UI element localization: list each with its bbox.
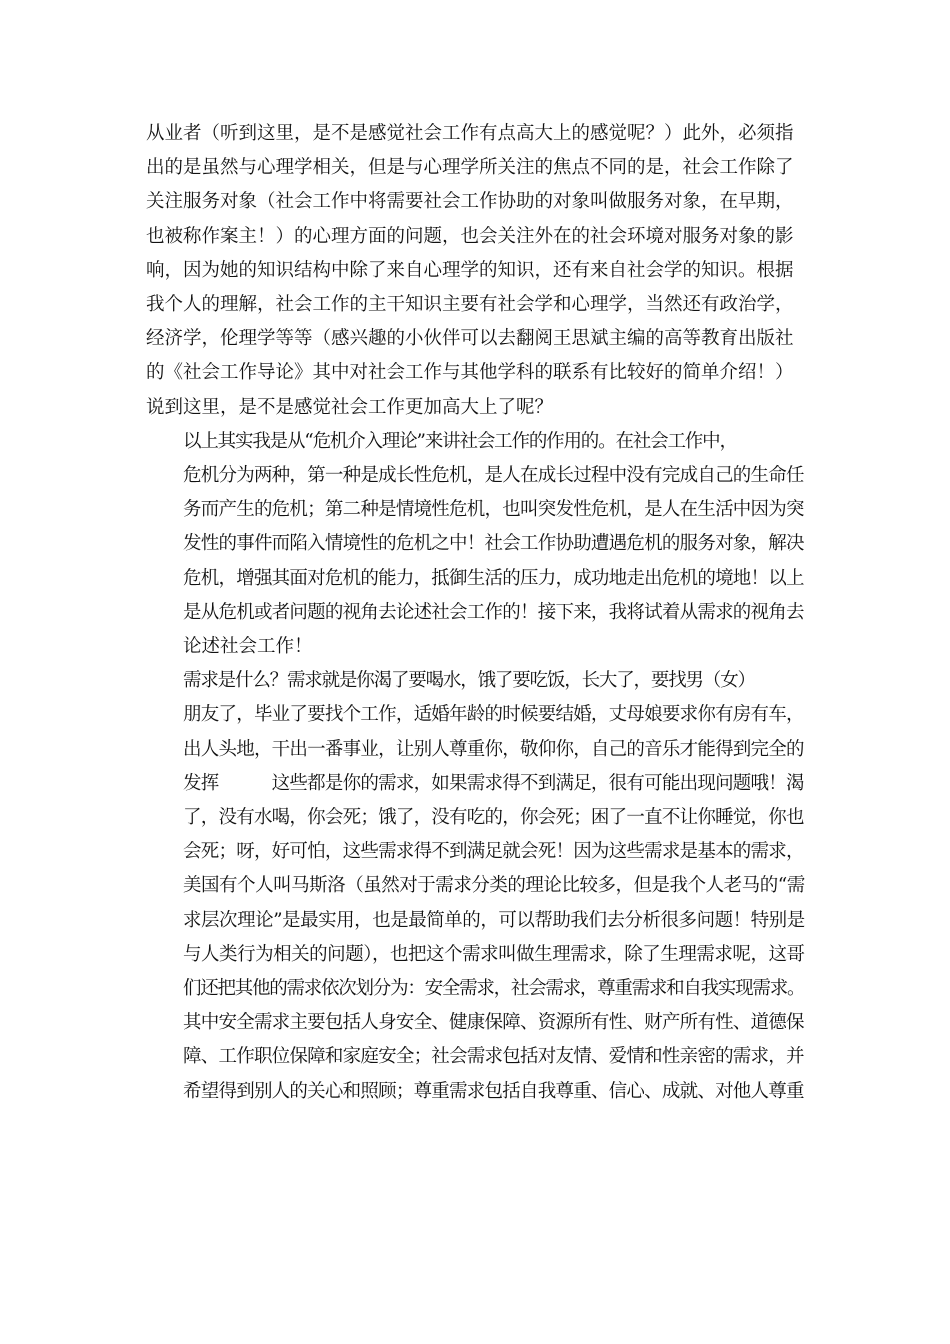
text-line: 出人头地，干出一番事业，让别人尊重你，敬仰你，自己的音乐才能得到完全的 [183,738,804,760]
paragraph-2 [146,425,806,664]
text-line: 关注服务对象（社会工作中将需要社会工作协助的对象叫做服务对象，在早期， [146,191,794,213]
document-body [146,117,806,1109]
text-line: 响，因为她的知识结构中除了来自心理学的知识，还有来自社会学的知识。根据 [146,259,794,281]
text-line: 危机分为两种，第一种是成长性危机，是人在成长过程中没有完成自己的生命任 [183,465,804,487]
text-line: 发性的事件而陷入情境性的危机之中！社会工作协助遭遇危机的服务对象，解决 [183,533,804,555]
text-line: 出的是虽然与心理学相关，但是与心理学所关注的焦点不同的是，社会工作除了 [146,157,794,179]
paragraph-3 [146,664,806,1109]
text-line: 说到这里，是不是感觉社会工作更加高大上了呢？ [146,396,554,418]
text-line: 我个人的理解，社会工作的主干知识主要有社会学和心理学，当然还有政治学， [146,294,794,316]
paragraph-1 [146,117,806,425]
text-line: 与人类行为相关的问题），也把这个需求叫做生理需求，除了生理需求呢，这哥 [183,943,805,965]
text-line: 发挥 这些都是你的需求，如果需求得不到满足，很有可能出现问题哦！渴 [183,772,804,794]
text-line: 了，没有水喝，你会死；饿了，没有吃的，你会死；困了一直不让你睡觉，你也 [183,807,804,829]
text-line: 障、工作职位保障和家庭安全；社会需求包括对友情、爱情和性亲密的需求，并 [183,1046,804,1068]
text-line: 希望得到别人的关心和照顾；尊重需求包括自我尊重、信心、成就、对他人尊重 [183,1080,804,1102]
text-line: 以上其实我是从“危机介入理论”来讲社会工作的作用的。在社会工作中， [183,430,737,452]
text-line: 是从危机或者问题的视角去论述社会工作的！接下来，我将试着从需求的视角去 [183,601,804,623]
text-line: 从业者（听到这里，是不是感觉社会工作有点高大上的感觉呢？）此外，必须指 [146,123,794,144]
text-line: 美国有个人叫马斯洛（虽然对于需求分类的理论比较多，但是我个人老马的“需 [183,875,805,897]
text-line: 也被称作案主！）的心理方面的问题，也会关注外在的社会环境对服务对象的影 [146,225,794,247]
text-line: 其中安全需求主要包括人身安全、健康保障、资源所有性、财产所有性、道德保 [183,1012,804,1034]
text-line: 们还把其他的需求依次划分为：安全需求，社会需求，尊重需求和自我实现需求。 [183,978,805,1000]
text-line: 危机，增强其面对危机的能力，抵御生活的压力，成功地走出危机的境地！以上 [183,567,804,589]
text-line: 的《社会工作导论》其中对社会工作与其他学科的联系有比较好的简单介绍！） [146,362,794,384]
text-line: 朋友了，毕业了要找个工作，适婚年龄的时候要结婚，丈母娘要求你有房有车， [183,704,804,726]
text-line: 会死；呀，好可怕，这些需求得不到满足就会死！因为这些需求是基本的需求， [183,841,804,863]
text-line: 求层次理论”是最实用，也是最简单的，可以帮助我们去分析很多问题！特别是 [183,909,805,931]
text-line: 经济学，伦理学等等（感兴趣的小伙伴可以去翻阅王思斌主编的高等教育出版社 [146,328,794,350]
text-line: 务而产生的危机；第二种是情境性危机，也叫突发性危机，是人在生活中因为突 [183,499,804,521]
text-line: 论述社会工作！ [183,636,313,658]
text-line: 需求是什么？需求就是你渴了要喝水，饿了要吃饭，长大了，要找男（女） [183,670,755,692]
